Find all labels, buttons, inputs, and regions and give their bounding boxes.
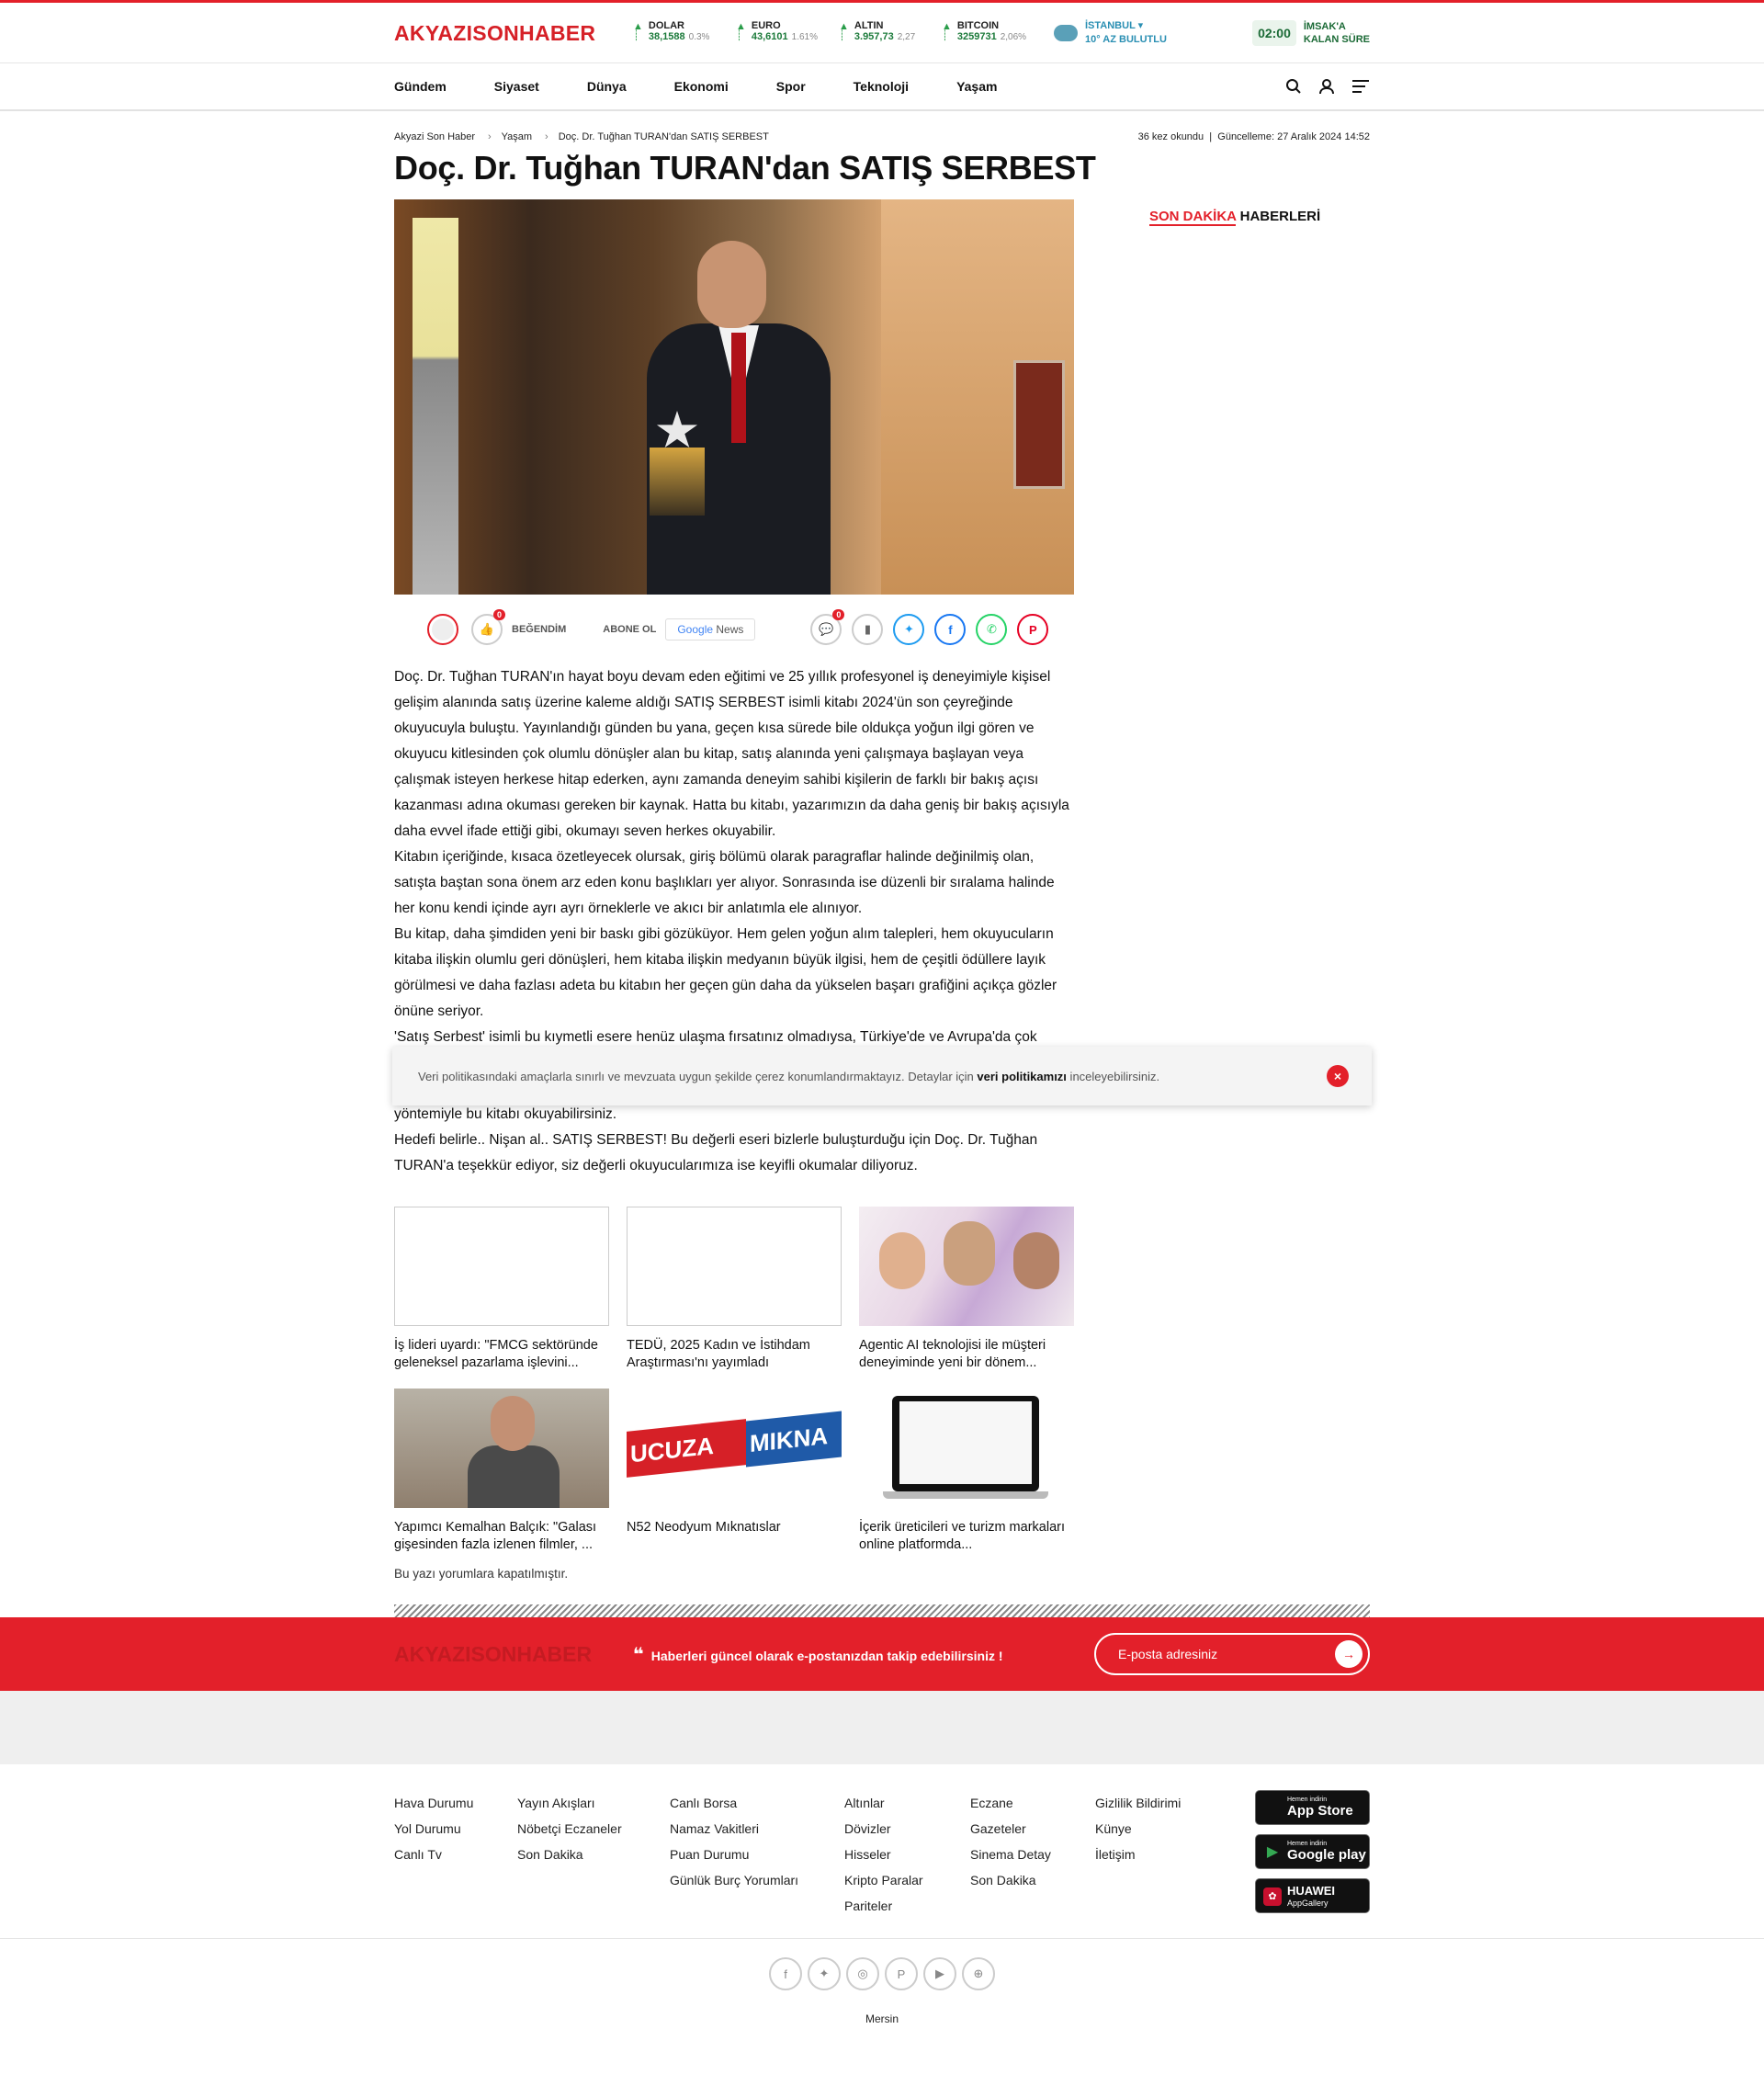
ai-faces-image xyxy=(859,1207,1074,1326)
avatar[interactable] xyxy=(427,614,458,645)
footer-link[interactable]: Gazeteler xyxy=(970,1821,1026,1836)
apple-icon xyxy=(1263,1799,1282,1818)
cloud-icon xyxy=(1054,25,1078,41)
breadcrumb-home[interactable]: Akyazi Son Haber xyxy=(394,131,476,142)
market-dolar[interactable]: ▲ ┊ DOLAR 38,1588 0.3% xyxy=(633,20,710,42)
broken-image xyxy=(394,1207,609,1326)
footer-link[interactable]: Canlı Borsa xyxy=(670,1796,738,1810)
chevron-right-icon: › xyxy=(488,131,492,142)
nav-item-ekonomi[interactable]: Ekonomi xyxy=(673,79,729,94)
cookie-banner: Veri politikasındaki amaçlarla sınırlı ve mevzuata uygun şekilde çerez konumlandırmaktayız. Detaylar için veri politikamızı inceleyebilirsiniz. × xyxy=(392,1047,1372,1105)
sidebar-heading: SON DAKİKA HABERLERİ xyxy=(1149,209,1321,224)
subscribe-label: ABONE OL xyxy=(603,624,657,635)
twitter-icon[interactable]: ✦ xyxy=(893,614,924,645)
related-card[interactable]: İş lideri uyardı: "FMCG sektöründe geleneksel pazarlama işlevini... xyxy=(394,1207,609,1372)
breadcrumb-section[interactable]: Yaşam xyxy=(501,131,532,142)
footer-link[interactable]: İletişim xyxy=(1095,1847,1136,1862)
twitter-icon[interactable]: ✦ xyxy=(808,1957,841,1990)
footer-link[interactable]: Dövizler xyxy=(844,1821,891,1836)
paragraph: 'Satış Serbest' isimli bu kıymetli esere henüz ulaşma fırsatınız olmadıysa, Türkiye'de ve Avrupa'da çok yöntemiyle bu kitabı okuyabilirsiniz. xyxy=(394,1029,1037,1122)
facebook-icon[interactable]: f xyxy=(934,614,966,645)
article-hero-image xyxy=(394,199,1074,595)
nav-item-yasam[interactable]: Yaşam xyxy=(956,79,998,94)
footer-link[interactable]: Canlı Tv xyxy=(394,1847,442,1862)
market-altin[interactable]: ▲ ┊ ALTIN 3.957,73 2,27 xyxy=(839,20,916,42)
prayer-countdown: 02:00 İMSAK'A KALAN SÜRE xyxy=(1252,20,1370,46)
up-arrow-icon: ▲ ┊ xyxy=(942,21,952,41)
social-links xyxy=(0,1939,1764,1990)
menu-icon[interactable] xyxy=(1351,78,1370,95)
related-card[interactable]: TEDÜ, 2025 Kadın ve İstihdam Araştırması'nı yayımladı xyxy=(627,1207,842,1372)
footer-link[interactable]: Pariteler xyxy=(844,1899,893,1913)
person-photo xyxy=(394,1389,609,1508)
paragraph: Hedefi belirle.. Nişan al.. SATIŞ SERBEST! Bu değerli eseri bizlerle buluşturduğu için Doç. Dr. Tuğhan TURAN'a teşekkür ediyor, siz değerli okuyucularımıza ise keyifli okumalar diliyoruz. xyxy=(394,1132,1038,1173)
like-button[interactable]: 👍 0 xyxy=(471,614,503,645)
nav-item-spor[interactable]: Spor xyxy=(775,79,806,94)
footer-link[interactable]: Namaz Vakitleri xyxy=(670,1821,759,1836)
page-title: Doç. Dr. Tuğhan TURAN'dan SATIŞ SERBEST xyxy=(394,149,1096,187)
footer-link[interactable]: Son Dakika xyxy=(517,1847,583,1862)
related-card[interactable]: İçerik üreticileri ve turizm markaları online platformda... xyxy=(859,1389,1074,1554)
google-play-badge[interactable]: ▶ Hemen indirin Google play xyxy=(1255,1834,1370,1869)
footer-link[interactable]: Gizlilik Bildirimi xyxy=(1095,1796,1182,1810)
comments-closed: Bu yazı yorumlara kapatılmıştır. xyxy=(394,1567,569,1581)
whatsapp-icon[interactable]: ✆ xyxy=(976,614,1007,645)
market-bitcoin[interactable]: ▲ ┊ BITCOIN 3259731 2,06% xyxy=(942,20,1027,42)
footer-link[interactable]: Altınlar xyxy=(844,1796,885,1810)
breadcrumb-current: Doç. Dr. Tuğhan TURAN'dan SATIŞ SERBEST xyxy=(558,131,769,142)
magnet-banner: UCUZA MIKNA xyxy=(627,1389,842,1508)
search-icon[interactable] xyxy=(1285,78,1302,95)
arrow-right-icon[interactable]: → xyxy=(1335,1640,1363,1668)
newsletter-bar: AKYAZISONHABER ❝ Haberleri güncel olarak e-postanızdan takip edebilirsiniz ! E-posta adresiniz → xyxy=(0,1617,1764,1691)
related-card[interactable]: Agentic AI teknolojisi ile müşteri deneyiminde yeni bir dönem... xyxy=(859,1207,1074,1372)
related-news xyxy=(394,1207,1074,1554)
paragraph: Doç. Dr. Tuğhan TURAN'ın hayat boyu devam eden eğitimi ve 25 yıllık profesyonel iş deneyimiyle kişisel gelişim alanında satış üzerine kaleme aldığı SATIŞ SERBEST isimli kitabı 2024'ün son çeyreğinde okuyucuyla buluştu. Yayınlandığı günden bu yana, geçen kısa sürede bile oldukça yoğun ilgi gören ve okuyucu kitlesinden çok olumlu dönüşler alan bu kitap, satış alanında yeni çalışmaya başlayan veya çalışmak isteyen herkese hitap ederken, aynı zamanda deneyim sahibi kişilerin de farklı bir bakış açısı kazanması adına okuması gereken bir kaynak. Hatta bu kitabı, yazarımızın da daha geniş bir bakış açısıyla daha evvel ifade ettiği gibi, okumayı seven herkes okuyabilir. xyxy=(394,669,1069,839)
quote-icon: ❝ xyxy=(633,1644,644,1665)
footer-link[interactable]: Nöbetçi Eczaneler xyxy=(517,1821,622,1836)
pinterest-icon[interactable]: P xyxy=(885,1957,918,1990)
broken-image xyxy=(627,1207,842,1326)
share-buttons xyxy=(810,610,1048,645)
play-icon: ▶ xyxy=(1266,1844,1279,1860)
divider xyxy=(394,1604,1370,1617)
main-nav xyxy=(0,63,1764,111)
close-icon[interactable]: × xyxy=(1327,1065,1349,1087)
youtube-icon[interactable]: ▶ xyxy=(923,1957,956,1990)
footer-link[interactable]: Son Dakika xyxy=(970,1873,1036,1887)
pinterest-icon[interactable]: P xyxy=(1017,614,1048,645)
footer-link[interactable]: Eczane xyxy=(970,1796,1013,1810)
footer-link[interactable]: Künye xyxy=(1095,1821,1132,1836)
huawei-badge[interactable]: ✿ HUAWEI AppGallery xyxy=(1255,1878,1370,1913)
like-label: BEĞENDİM xyxy=(512,624,567,635)
article-actions xyxy=(394,595,1074,664)
market-euro[interactable]: ▲ ┊ EURO 43,6101 1.61% xyxy=(736,20,819,42)
google-news-button[interactable]: Google News xyxy=(665,618,755,640)
paragraph: Kitabın içeriğinde, kısaca özetleyecek olursak, giriş bölümü olarak paragraflar halinde değinilmiş olan, satışta baştan sona önem arz eden konu başlıkları yer alıyor. Sonrasında ise düzenli bir sıralama halinde her konu kendi içinde ayrı ayrı örneklerle ve akıcı bir anlatımla ele alınıyor. xyxy=(394,849,1055,916)
comment-icon[interactable]: 💬 0 xyxy=(810,614,842,645)
breadcrumb: Akyazi Son Haber › Yaşam › Doç. Dr. Tuğhan TURAN'dan SATIŞ SERBEST 36 kez okundu | Güncelleme: 27 Aralık 2024 14:52 xyxy=(394,131,1370,142)
updated-date: Güncelleme: 27 Aralık 2024 14:52 xyxy=(1217,131,1370,142)
market-ticker xyxy=(633,15,1045,51)
nav-item-dunya[interactable]: Dünya xyxy=(586,79,627,94)
nav-item-teknoloji[interactable]: Teknoloji xyxy=(853,79,910,94)
facebook-icon[interactable]: f xyxy=(769,1957,802,1990)
footer-link[interactable]: Günlük Burç Yorumları xyxy=(670,1873,799,1887)
related-card[interactable]: UCUZA MIKNA N52 Neodyum Mıknatıslar xyxy=(627,1389,842,1554)
dribbble-icon[interactable]: ⊕ xyxy=(962,1957,995,1990)
app-store-badge[interactable]: Hemen indirin App Store xyxy=(1255,1790,1370,1825)
footer-logo[interactable]: AKYAZISONHABER xyxy=(394,1641,593,1666)
footer-city: Mersin xyxy=(865,2012,899,2025)
site-header xyxy=(0,3,1764,63)
footer-link[interactable]: Hisseler xyxy=(844,1847,891,1862)
footer-link[interactable]: Yayın Akışları xyxy=(517,1796,595,1810)
ad-space xyxy=(0,1691,1764,1764)
privacy-link[interactable]: veri politikamızı xyxy=(977,1069,1067,1083)
article-main xyxy=(394,199,1074,1581)
footer-links xyxy=(0,1764,1764,1939)
footer-link[interactable]: Puan Durumu xyxy=(670,1847,750,1862)
user-icon[interactable] xyxy=(1318,78,1335,95)
footer-link[interactable]: Hava Durumu xyxy=(394,1796,474,1810)
huawei-icon: ✿ xyxy=(1263,1887,1282,1906)
app-badges xyxy=(1255,1790,1370,1919)
content-wrap xyxy=(394,111,1370,1617)
sidebar xyxy=(1074,199,1370,1581)
email-input[interactable]: E-posta adresiniz → xyxy=(1094,1633,1370,1675)
footer-link[interactable]: Yol Durumu xyxy=(394,1821,461,1836)
up-arrow-icon: ▲ ┊ xyxy=(839,21,849,41)
footer-link[interactable]: Sinema Detay xyxy=(970,1847,1051,1862)
related-card[interactable]: Yapımcı Kemalhan Balçık: "Galası gişesinden fazla izlenen filmler, ... xyxy=(394,1389,609,1554)
weather-widget[interactable]: İSTANBUL ▾ 10° AZ BULUTLU xyxy=(1054,19,1208,47)
nav-item-siyaset[interactable]: Siyaset xyxy=(493,79,539,94)
read-count: 36 kez okundu xyxy=(1137,131,1204,142)
up-arrow-icon: ▲ ┊ xyxy=(633,21,643,41)
instagram-icon[interactable]: ◎ xyxy=(846,1957,879,1990)
site-logo[interactable]: AKYAZISONHABER xyxy=(394,20,596,45)
up-arrow-icon: ▲ ┊ xyxy=(736,21,746,41)
footer-link[interactable]: Kripto Paralar xyxy=(844,1873,923,1887)
nav-item-gundem[interactable]: Gündem xyxy=(394,79,447,94)
bookmark-icon[interactable]: ▮ xyxy=(852,614,883,645)
paragraph: Bu kitap, daha şimdiden yeni bir baskı gibi gözüküyor. Hem gelen yoğun alım talepleri, hem okuyucuların kitaba ilişkin olumlu geri dönüşleri, hem kitaba ilişkin medyanın büyük ilgisi, hem de çeşitli ödüllere layık görülmesi ve daha fazlası adeta bu kitabın her geçen gün daha da yükselen başarı grafiğini açıkça gözler önüne seriyor. xyxy=(394,926,1057,1019)
laptop-image xyxy=(859,1389,1074,1508)
chevron-right-icon: › xyxy=(545,131,548,142)
